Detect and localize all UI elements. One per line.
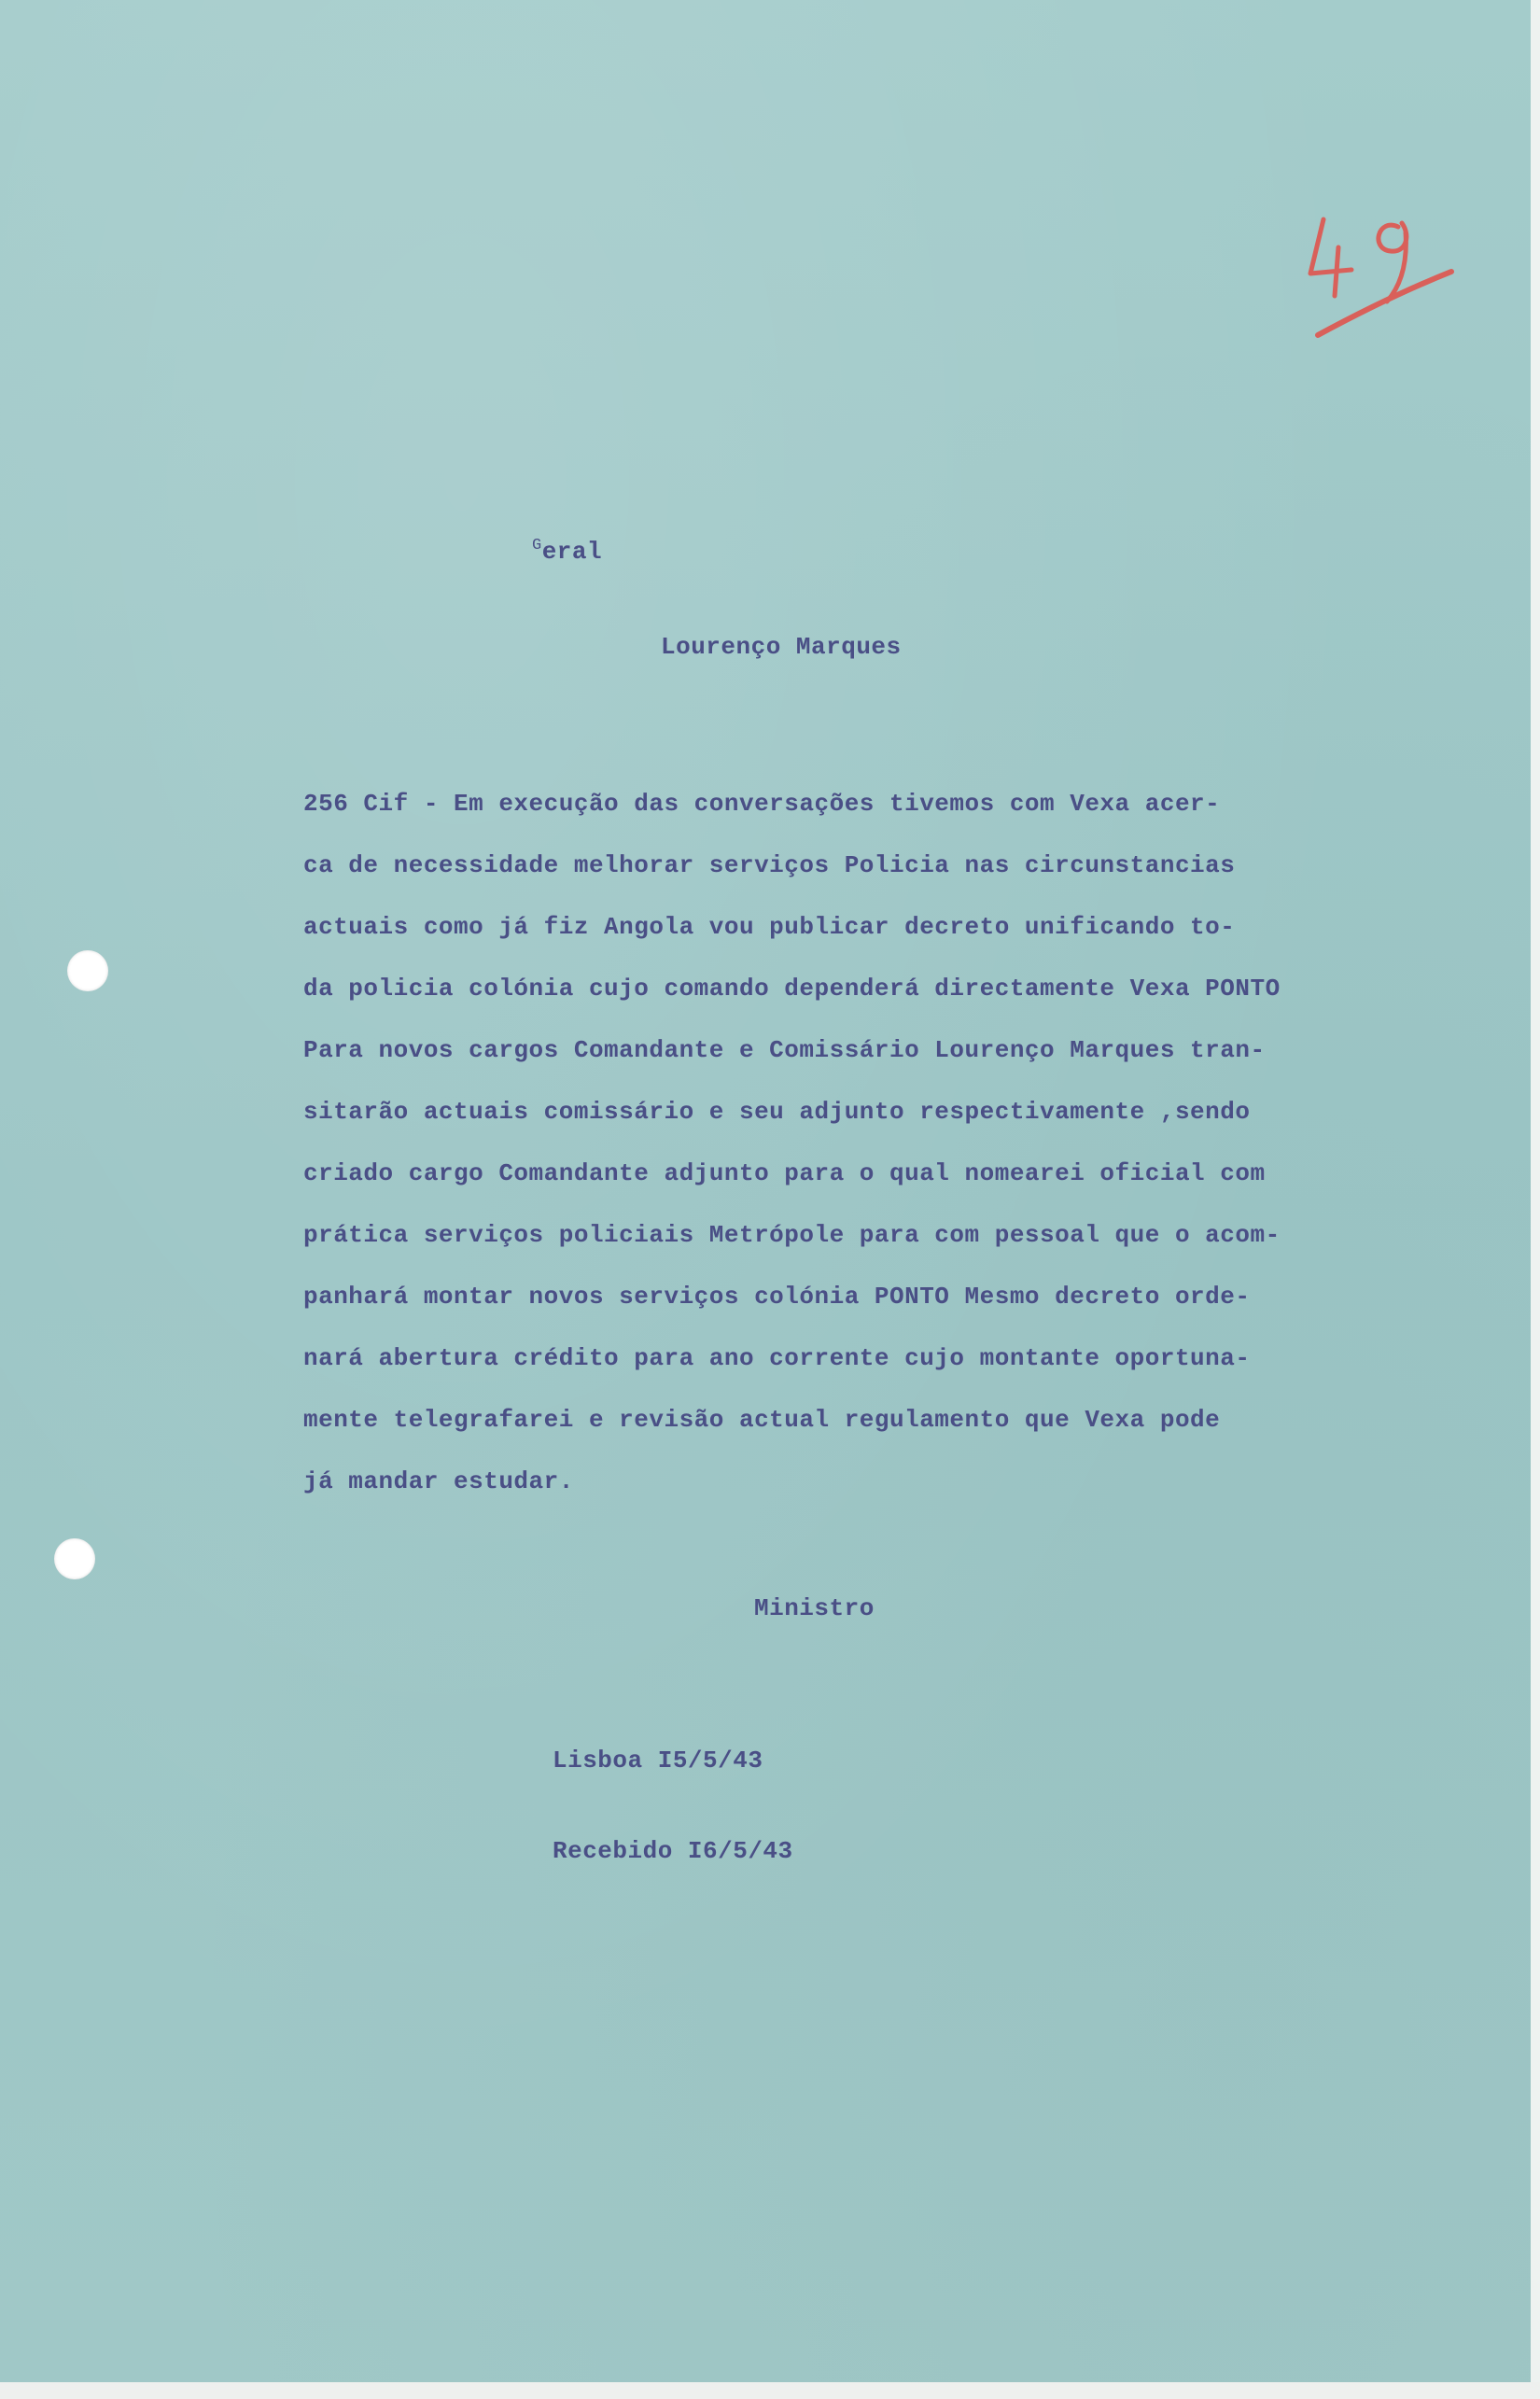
body-line: Para novos cargos Comandante e Comissário Lourenço Marques tran- <box>303 1036 1266 1064</box>
sent-date-line: Lisboa I5/5/43 <box>553 1747 763 1775</box>
body-line: prática serviços policiais Metrópole para com pessoal que o acom- <box>303 1221 1281 1249</box>
body-line: da policia colónia cujo comando dependerá directamente Vexa PONTO <box>303 975 1281 1003</box>
folio-number-annotation <box>1297 191 1456 341</box>
page-edge <box>1531 0 1540 2399</box>
body-line: actuais como já fiz Angola vou publicar decreto unificando to- <box>303 913 1236 941</box>
body-line: nará abertura crédito para ano corrente cujo montante oportuna- <box>303 1344 1251 1372</box>
body-line: já mandar estudar. <box>303 1467 574 1495</box>
telegram-body <box>303 789 1330 1528</box>
body-line: 256 Cif - Em execução das conversações tivemos com Vexa acer- <box>303 790 1221 818</box>
salutation-rest: eral <box>541 538 603 566</box>
body-line: sitarão actuais comissário e seu adjunto respectivamente ,sendo <box>303 1098 1251 1126</box>
punch-hole <box>67 950 108 991</box>
salutation <box>532 537 603 566</box>
signature: Ministro <box>754 1594 875 1622</box>
salutation-initial: G <box>532 537 542 554</box>
received-date-line: Recebido I6/5/43 <box>553 1837 793 1865</box>
punch-hole <box>54 1538 95 1579</box>
body-line: ca de necessidade melhorar serviços Policia nas circunstancias <box>303 851 1236 879</box>
destination-heading: Lourenço Marques <box>661 633 902 661</box>
body-line: mente telegrafarei e revisão actual regulamento que Vexa pode <box>303 1406 1221 1434</box>
body-line: panhará montar novos serviços colónia PONTO Mesmo decreto orde- <box>303 1283 1251 1311</box>
body-line: criado cargo Comandante adjunto para o qual nomearei oficial com <box>303 1159 1266 1187</box>
page-bottom-edge <box>0 2382 1540 2399</box>
